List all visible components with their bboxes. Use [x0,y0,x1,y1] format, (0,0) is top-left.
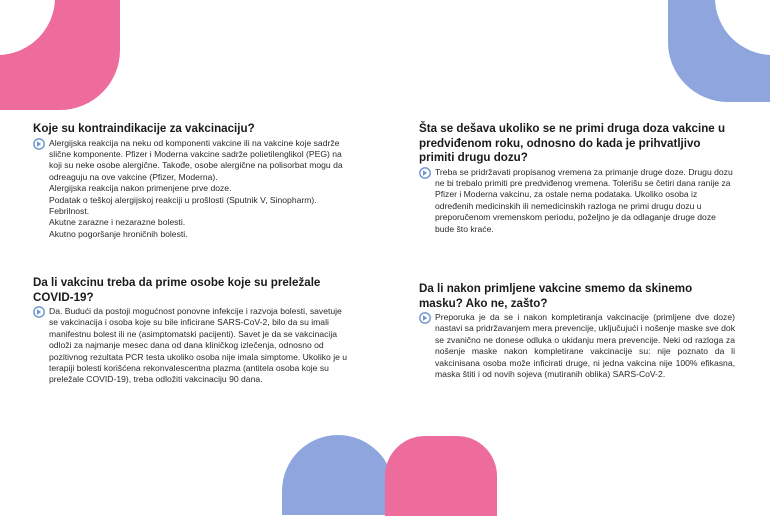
question-heading: Da li nakon primljene vakcine smemo da skinemo masku? Ako ne, zašto? [419,282,693,310]
answer-block [33,138,351,241]
decorative-shape-bottom-blue [282,435,394,515]
arrow-bullet-icon [33,306,46,318]
answer-text: Akutne zarazne i nezarazne bolesti. [49,217,186,228]
answer-text: Febrilnost. [49,205,90,216]
question-heading: Koje su kontraindikacije za vakcinaciju? [33,122,255,135]
arrow-bullet-icon [33,138,46,150]
decorative-shape-bottom-pink [385,436,497,516]
question-heading: Šta se dešava ukoliko se ne primi druga doza vakcine u predviđenom roku, odnosno do kada je prihvatljivo primiti drugu dozu? [419,122,726,164]
faq-section-mask [419,282,735,380]
answer-text: Da. Budući da postoji mogućnost ponovne infekcije i razvoja bolesti, savetuje se vakcinacija i osoba koje su bile inficirane SARS-CoV-2, bilo da su imali manifestnu bolest ili ne (asimptomatski pacijenti). Savet je da se vakcinacija odloži za najmanje mesec dana od dana kliničkog izlečenja, odnosno od pozitivnog rezultata PCR testa ukoliko osoba nije imala simptome. Ukoliko je u terapiji bolesti korišćena rekonvalescentna plazma (antitela osoba koje su preležale COVID-19), treba odložiti vakcinaciju 90 dana. [49,306,348,385]
arrow-bullet-icon [419,312,432,324]
answer-text: Treba se pridržavati propisanog vremena za primanje druge doze. Drugu dozu ne bi trebalo primiti pre predviđenog vremena. Tolerišu se četiri dana ranije za Pfizer i Moderna vakcinu, za ostale nema podataka. Ukoliko osoba iz određenih medicinskih ili nemedicinskih razloga ne primi drugu dozu u preporučenom vremenskom periodu, poželjno je da odlaganje druge doze bude što kraće. [435,166,733,234]
answer-text: Alergijska reakcija nakon primenjene prve doze. [49,183,232,194]
answer-text: Akutno pogoršanje hroničnih bolesti. [49,228,188,239]
answer-text: Alergijska reakcija na neku od komponenti vakcine ili na vakcine koje sadrže slične komponente. Pfizer i Moderna vakcine sadrže polietilenglikol (PEG) na koji su neke osobe alergične. Takođe, osobe alergične na polisorbat mogu da odreaguju na ove vakcine (Pfizer, Moderna). [49,137,343,182]
question-heading: Da li vakcinu treba da prime osobe koje su preležale COVID-19? [33,276,321,304]
answer-block [419,312,735,380]
answer-block [33,306,353,386]
arrow-bullet-icon [419,167,432,179]
answer-text: Preporuka je da se i nakon kompletiranja vakcinacije (primljene dve doze) nastavi sa pridržavanjem mera prevencije, uključujući i nošenje maske sve dok se zvanično ne donese odluka o ukidanju mera prevencije. Neki od razloga za nošenje maske nakon kompletirane vakcinacije su: nije poznato da li vakcinisana osoba može inficirati druge, ni jedna vakcina nije 100% efikasna, maska štiti i od novih sojeva (mutiranih oblika) SARS-CoV-2. [435,312,735,380]
faq-section-contraindications [33,122,351,240]
answer-block [419,167,737,235]
faq-section-second-dose [419,122,737,235]
answer-text: Podatak o teškoj alergijskoj reakciji u prošlosti (Sputnik V, Sinopharm). [49,194,317,205]
faq-section-recovered-covid [33,276,353,386]
